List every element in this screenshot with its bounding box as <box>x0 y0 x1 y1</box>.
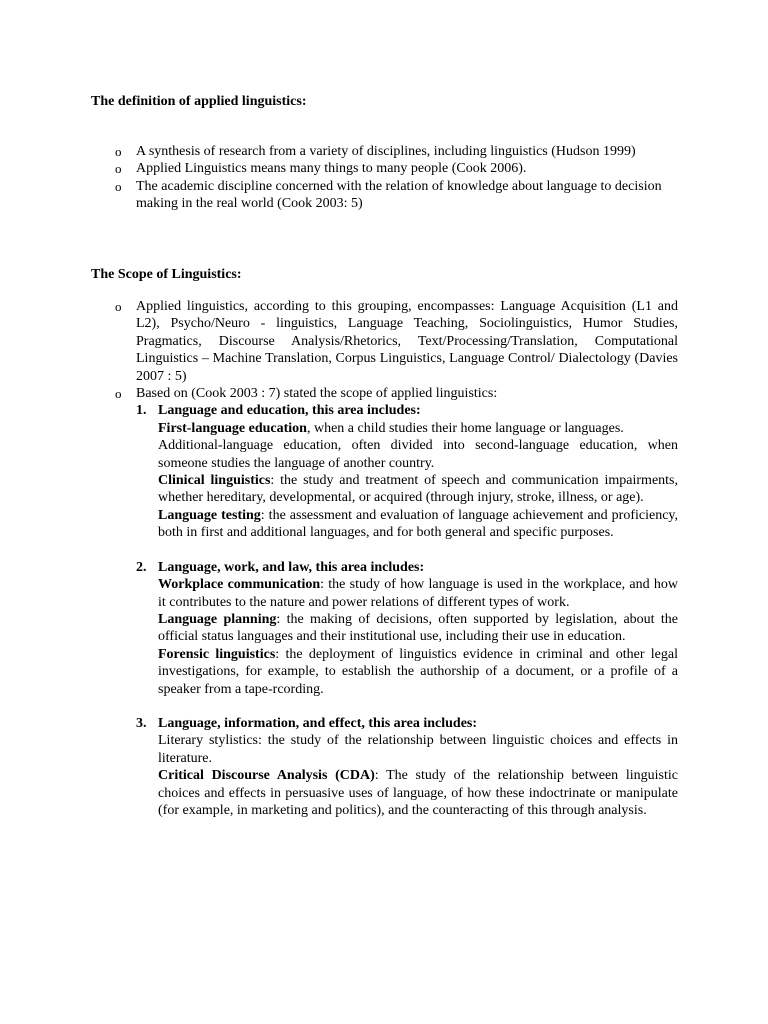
area-entry <box>158 472 678 507</box>
area-title: Language, work, and law, this area includes: <box>158 559 425 575</box>
definition-list <box>115 143 678 213</box>
area-number: 2. <box>136 559 147 575</box>
definition-text: A synthesis of research from a variety of disciplines, including linguistics (Hudson 1999) <box>136 144 636 159</box>
area-entry <box>158 437 678 472</box>
entry-term: Language planning <box>158 611 277 627</box>
entry-term: Critical Discourse Analysis (CDA) <box>158 768 375 784</box>
area-entry <box>158 732 678 767</box>
definition-heading: The definition of applied linguistics: <box>91 94 307 109</box>
circle-bullet-icon: o <box>115 299 122 314</box>
circle-bullet-icon: o <box>115 144 122 159</box>
entry-text: : The study of the relationship between linguistic choices and effects in persuasive uses of language, of how these indoctrinate or manipulate (for example, in marketing and politics), and the counteracting of this through analysis. <box>158 768 678 818</box>
circle-bullet-icon: o <box>115 178 122 194</box>
area-title: Language, information, and effect, this area includes: <box>158 715 478 731</box>
entry-text: Literary stylistics: the study of the relationship between linguistic choices and effects in literature. <box>158 733 678 766</box>
list-item <box>115 385 678 819</box>
area-entry <box>158 420 678 437</box>
cook-intro-text: Based on (Cook 2003 : 7) stated the scope of applied linguistics: <box>136 386 498 402</box>
list-item <box>115 178 678 213</box>
entry-term: First-language education <box>158 420 307 436</box>
entry-text: : the deployment of linguistics evidence in criminal and other legal investigations, for example, to establish the authorship of a document, or a profile of a speaker from a tape-rcording. <box>158 646 679 697</box>
area-item <box>136 402 678 541</box>
entry-term: Forensic linguistics <box>158 646 276 662</box>
entry-term: Clinical linguistics <box>158 473 271 489</box>
circle-bullet-icon: o <box>115 386 122 402</box>
area-title: Language and education, this area includes: <box>158 403 421 419</box>
area-entry <box>158 646 678 698</box>
areas-list <box>136 402 678 819</box>
entry-term: Language testing <box>158 507 261 523</box>
area-entry <box>158 576 678 611</box>
area-number: 3. <box>136 715 147 731</box>
area-item <box>136 559 678 698</box>
entry-text: Additional-language education, often divided into second-language education, when someone studies the language of another country. <box>158 438 678 471</box>
scope-heading: The Scope of Linguistics: <box>91 267 242 282</box>
grouping-text: Applied linguistics, according to this grouping, encompasses: Language Acquisition (L1 and L2), Psycho/Neuro - linguistics, Language Teaching, Sociolinguistics, Humor Studies, Pragmatics, Discourse Analysis/Rhetorics, Text/Processing/Translation, Computational Linguistics – Machine Translation, Corpus Linguistics, Language Control/ Dialectology (Davies 2007 : 5) <box>136 299 678 384</box>
area-entry <box>158 767 678 819</box>
list-item <box>115 298 678 385</box>
list-item <box>115 160 678 177</box>
scope-list <box>115 298 678 819</box>
area-entry <box>158 611 678 646</box>
entry-text: : the assessment and evaluation of language achievement and proficiency, both in first and additional languages, and for both general and specific purposes. <box>158 507 678 541</box>
definition-text: Applied Linguistics means many things to many people (Cook 2006). <box>136 161 527 177</box>
circle-bullet-icon: o <box>115 161 122 177</box>
entry-text: : the study and treatment of speech and communication impairments, whether hereditary, developmental, or acquired (through injury, stroke, illness, or age). <box>158 473 678 506</box>
entry-text: , when a child studies their home language or languages. <box>306 420 624 436</box>
entry-term: Workplace communication <box>158 577 321 593</box>
entry-text: : the making of decisions, often supported by legislation, about the official status languages and their institutional use, including their use in education. <box>158 611 678 645</box>
list-item <box>115 143 678 160</box>
definition-text: The academic discipline concerned with the relation of knowledge about language to decision making in the real world (Cook 2003: 5) <box>136 178 662 212</box>
entry-text: : the study of how language is used in the workplace, and how it contributes to the nature and power relations of different types of work. <box>158 577 678 610</box>
area-entry <box>158 507 678 542</box>
area-item <box>136 715 678 819</box>
area-number: 1. <box>136 403 147 419</box>
